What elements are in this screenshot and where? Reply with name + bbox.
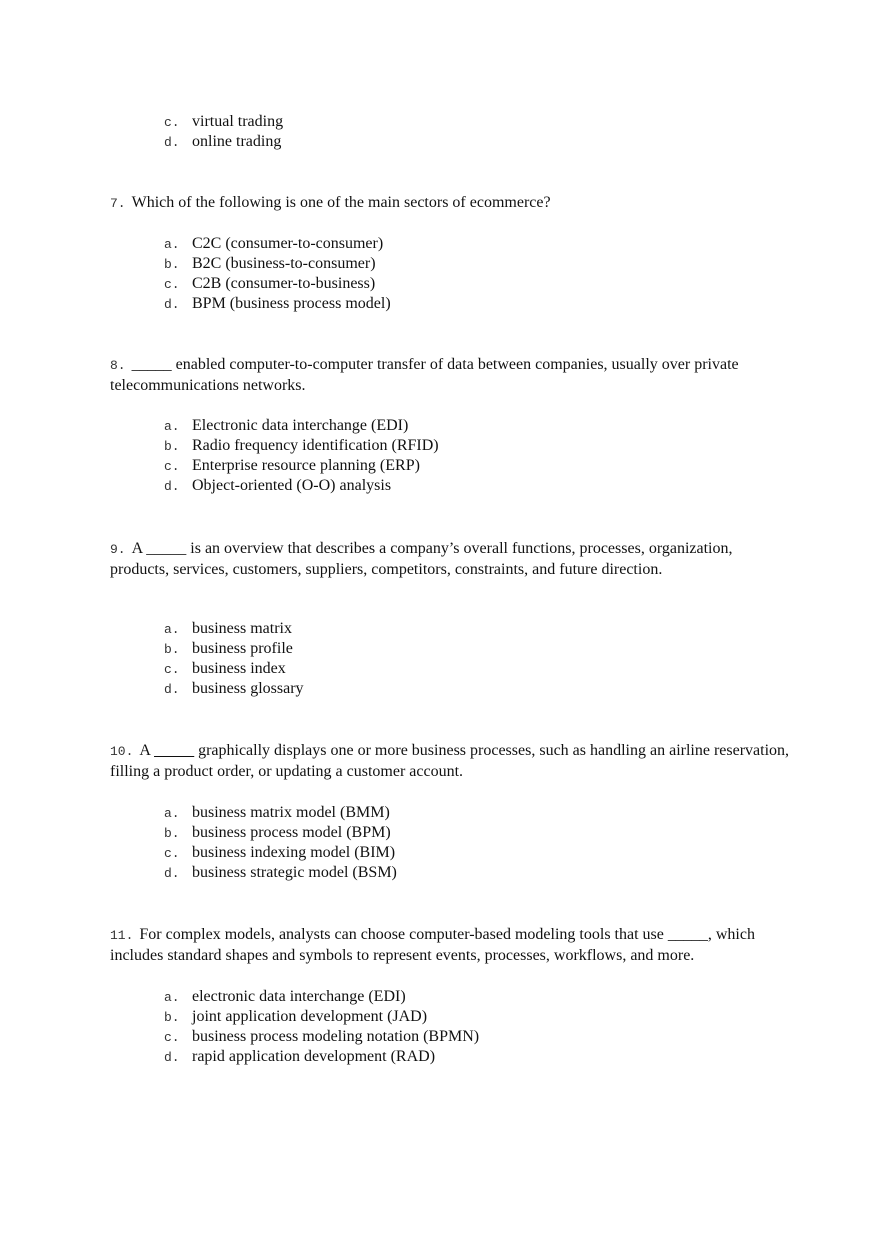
option-item <box>164 112 283 132</box>
option-item <box>164 132 283 152</box>
option-item <box>164 436 439 456</box>
option-text: business process model (BPM) <box>192 824 391 841</box>
option-letter: c. <box>164 662 180 677</box>
option-item <box>164 1047 479 1067</box>
option-text: business matrix model (BMM) <box>192 804 390 821</box>
option-item <box>164 1027 479 1047</box>
option-item <box>164 619 304 639</box>
option-text: business strategic model (BSM) <box>192 864 397 881</box>
option-item <box>164 294 391 314</box>
option-letter: c. <box>164 115 180 130</box>
question-text: A _____ is an overview that describes a company’s overall functions, processes, organization, products, services, customers, suppliers, competitors, constraints, and future direction. <box>110 540 733 578</box>
question-text: _____ enabled computer-to-computer transfer of data between companies, usually over private telecommunications networks. <box>110 356 739 394</box>
option-text: business profile <box>192 640 293 657</box>
question-number: 8. <box>110 358 126 373</box>
question-8-options <box>164 416 439 496</box>
option-item <box>164 843 397 863</box>
option-letter: b. <box>164 439 180 454</box>
option-item <box>164 679 304 699</box>
option-letter: d. <box>164 297 180 312</box>
option-letter: c. <box>164 459 180 474</box>
option-item <box>164 254 391 274</box>
option-letter: d. <box>164 479 180 494</box>
option-item <box>164 476 439 496</box>
question-text: Which of the following is one of the main sectors of ecommerce? <box>131 194 551 211</box>
option-letter: a. <box>164 990 180 1005</box>
question-number: 9. <box>110 542 126 557</box>
option-letter: b. <box>164 642 180 657</box>
option-text: business indexing model (BIM) <box>192 844 396 861</box>
option-item <box>164 639 304 659</box>
option-item <box>164 987 479 1007</box>
option-text: business process modeling notation (BPMN) <box>192 1028 480 1045</box>
question-10-options <box>164 803 397 883</box>
question-11 <box>110 925 790 966</box>
option-text: rapid application development (RAD) <box>192 1048 436 1065</box>
question-text-before: A <box>139 742 155 759</box>
option-text: virtual trading <box>192 113 284 130</box>
question-9-options <box>164 619 304 699</box>
option-item <box>164 456 439 476</box>
option-text: business matrix <box>192 620 292 637</box>
option-text: BPM (business process model) <box>192 295 391 312</box>
option-letter: c. <box>164 846 180 861</box>
option-letter: a. <box>164 237 180 252</box>
question-11-options <box>164 987 479 1067</box>
option-letter: c. <box>164 1030 180 1045</box>
option-letter: a. <box>164 622 180 637</box>
option-letter: d. <box>164 682 180 697</box>
question-7 <box>110 193 790 214</box>
question-number: 11. <box>110 928 134 943</box>
question-number: 7. <box>110 196 126 211</box>
question-8 <box>110 355 790 396</box>
option-letter: c. <box>164 277 180 292</box>
option-item <box>164 659 304 679</box>
carryover-options <box>164 112 283 152</box>
option-item <box>164 274 391 294</box>
option-text: business glossary <box>192 680 304 697</box>
option-text: joint application development (JAD) <box>192 1008 428 1025</box>
question-number: 10. <box>110 744 134 759</box>
question-10 <box>110 741 790 782</box>
option-letter: a. <box>164 419 180 434</box>
option-text: Radio frequency identification (RFID) <box>192 437 439 454</box>
option-text: business index <box>192 660 286 677</box>
option-text: C2B (consumer-to-business) <box>192 275 376 292</box>
option-item <box>164 1007 479 1027</box>
option-letter: d. <box>164 135 180 150</box>
option-letter: b. <box>164 257 180 272</box>
question-text-after: graphically displays one or more business processes, such as handling an airline reservation, filling a product order, or updating a customer account. <box>110 742 790 780</box>
option-letter: a. <box>164 806 180 821</box>
option-text: online trading <box>192 133 282 150</box>
option-text: Object-oriented (O-O) analysis <box>192 477 392 494</box>
option-text: Electronic data interchange (EDI) <box>192 417 409 434</box>
option-item <box>164 416 439 436</box>
option-item <box>164 234 391 254</box>
answer-blank: _____ <box>154 742 195 759</box>
question-7-options <box>164 234 391 314</box>
option-item <box>164 823 397 843</box>
option-letter: b. <box>164 826 180 841</box>
question-text: For complex models, analysts can choose computer-based modeling tools that use _____, which includes standard shapes and symbols to represent events, processes, workflows, and more. <box>110 926 755 964</box>
question-9 <box>110 539 790 580</box>
option-item <box>164 863 397 883</box>
option-letter: d. <box>164 1050 180 1065</box>
option-text: Enterprise resource planning (ERP) <box>192 457 420 474</box>
option-letter: d. <box>164 866 180 881</box>
option-letter: b. <box>164 1010 180 1025</box>
option-text: C2C (consumer-to-consumer) <box>192 235 384 252</box>
option-item <box>164 803 397 823</box>
option-text: electronic data interchange (EDI) <box>192 988 406 1005</box>
option-text: B2C (business-to-consumer) <box>192 255 376 272</box>
